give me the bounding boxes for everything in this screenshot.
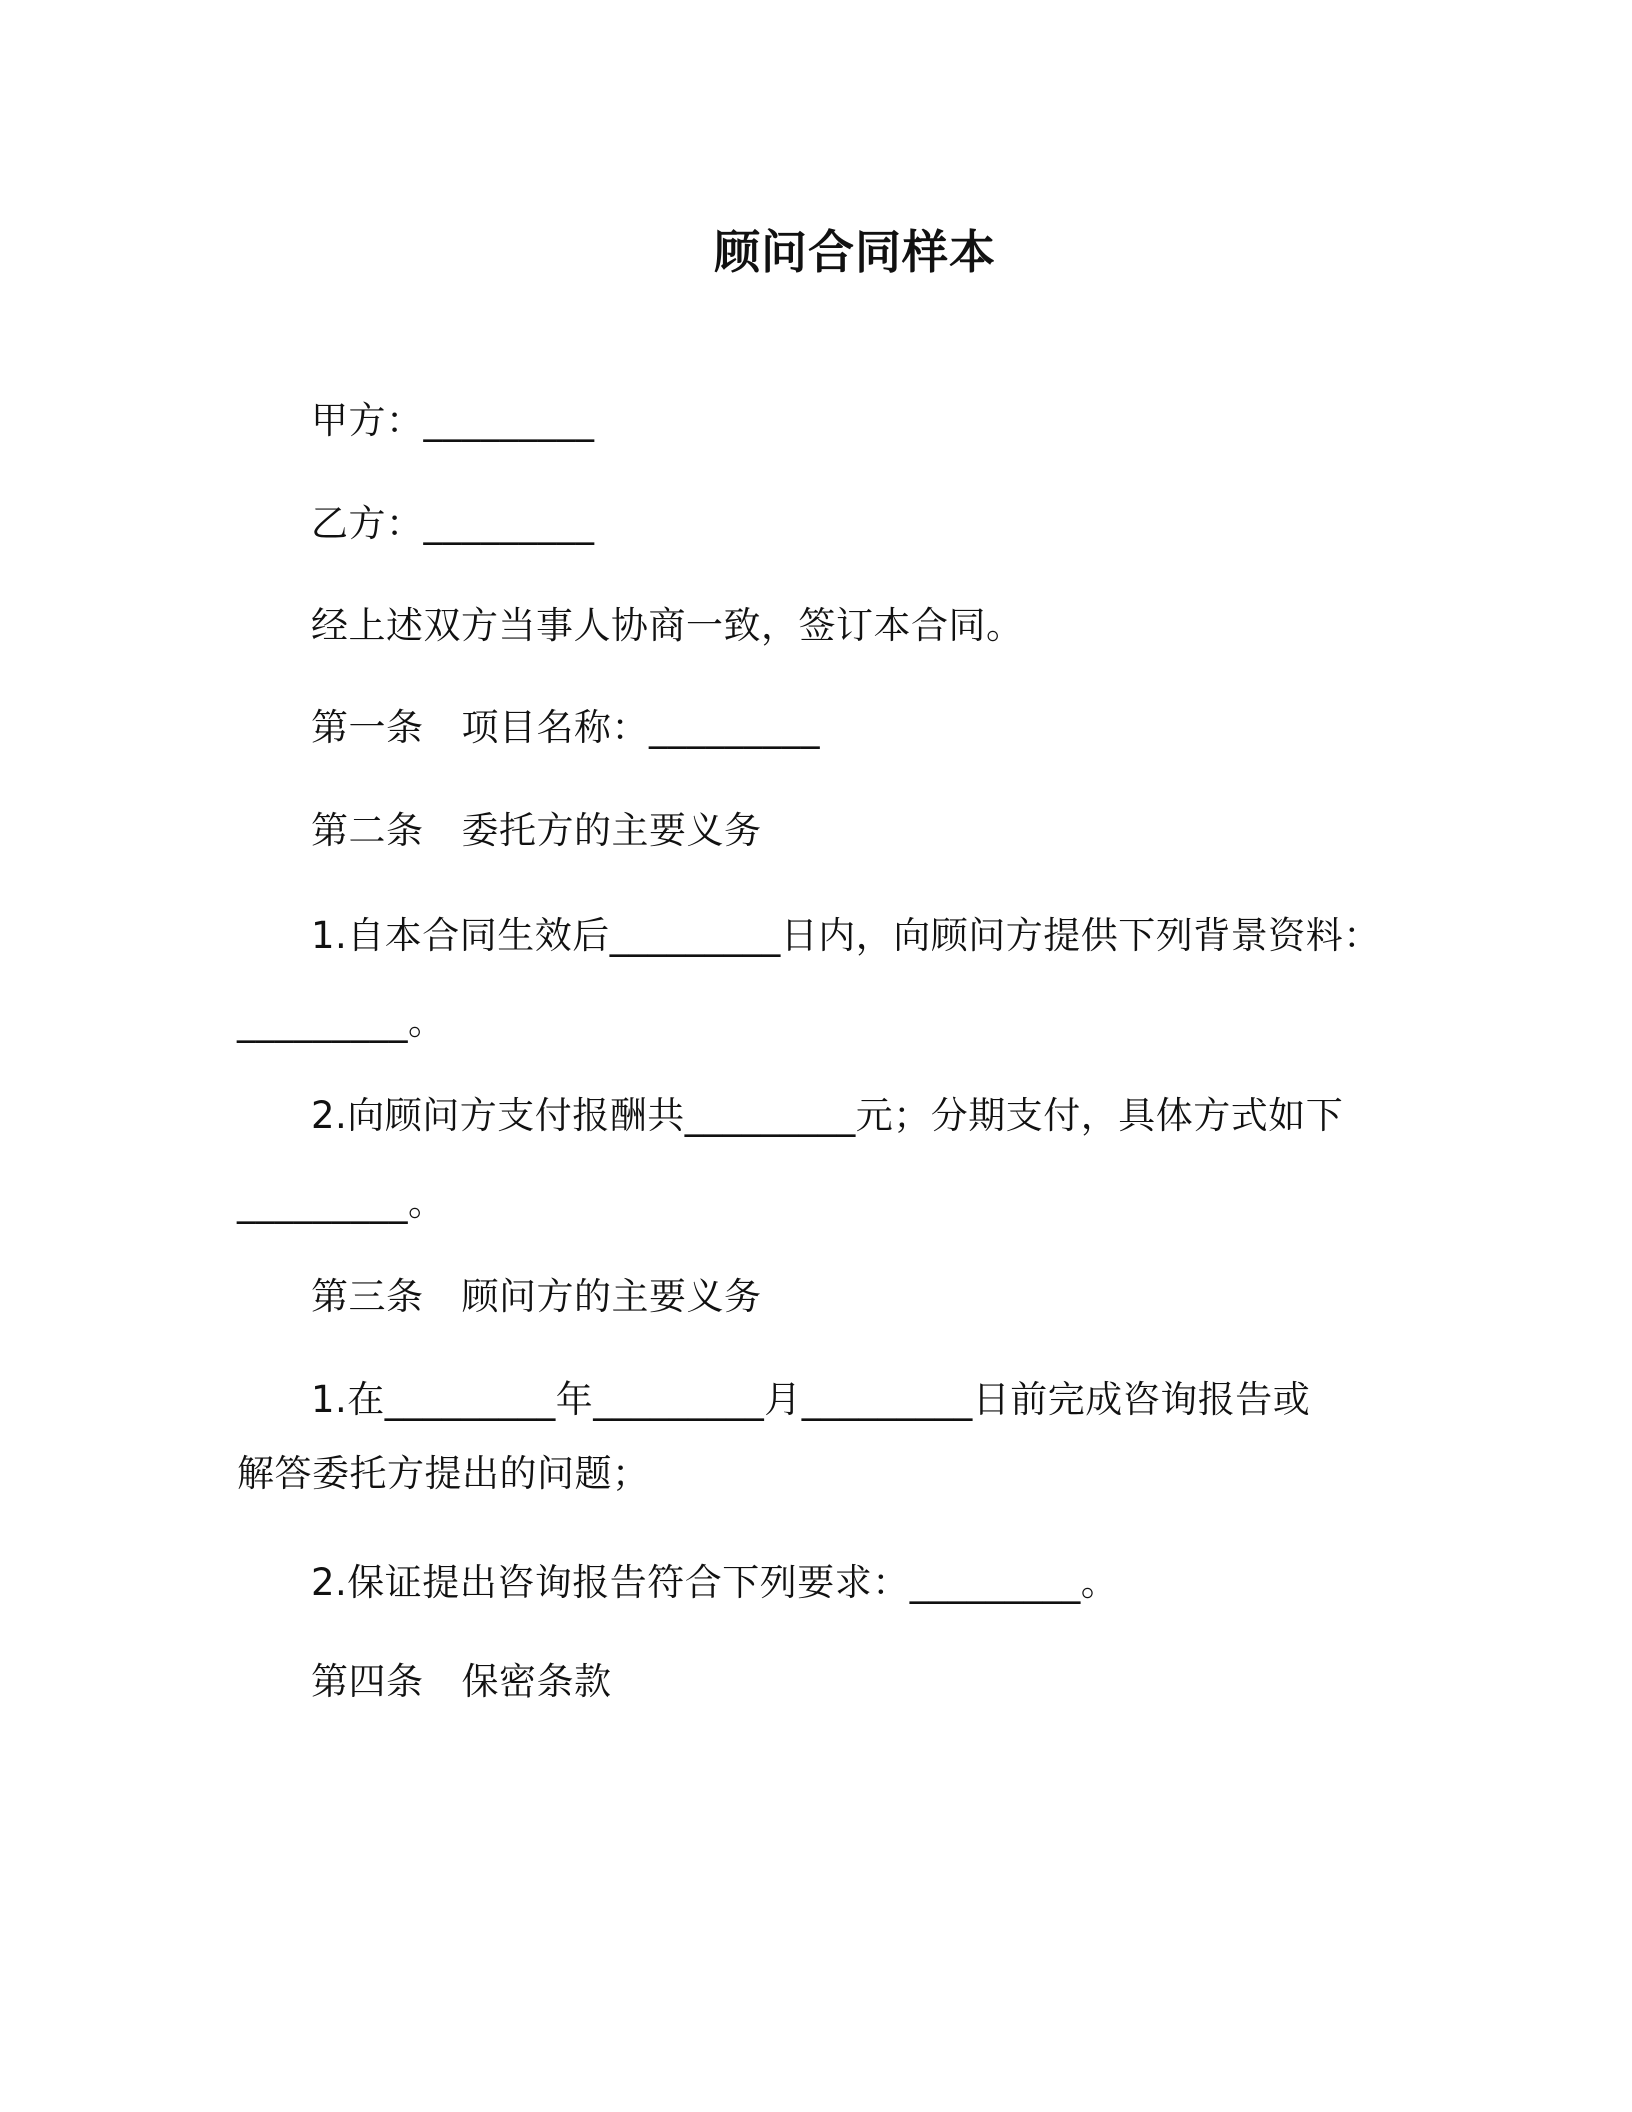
article-3-line xyxy=(311,1272,762,1322)
article-2-item-1-line-1: 1.自本合同生效后_________日内，向顾问方提供下列背景资料： xyxy=(311,914,1381,957)
party-b-line: 乙方：_________ xyxy=(311,502,595,545)
article-1-text: 项目名称：_________ xyxy=(461,706,820,749)
article-3-item-1-line-1: 1.在_________年_________月_________日前完成咨询报告或 xyxy=(311,1378,1311,1421)
article-1-heading: 第一条 xyxy=(311,706,424,749)
article-2-item-2-line-1: 2.向顾问方支付报酬共_________元；分期支付，具体方式如下 xyxy=(311,1094,1344,1137)
article-3-item-2-line-1: 2.保证提出咨询报告符合下列要求：_________。 xyxy=(311,1561,1119,1604)
article-2-item-1-line-2: _________。 xyxy=(237,1000,446,1043)
article-4-line xyxy=(311,1657,612,1707)
preamble-line: 经上述双方当事人协商一致，签订本合同。 xyxy=(311,604,1024,647)
document-title: 顾问合同样本 xyxy=(714,225,996,279)
article-3-text: 顾问方的主要义务 xyxy=(461,1275,762,1318)
article-4-text: 保密条款 xyxy=(461,1660,612,1703)
article-2-item-2-line-2: _________。 xyxy=(237,1181,446,1224)
article-3-item-1-line-2: 解答委托方提出的问题； xyxy=(237,1452,650,1495)
party-a-line: 甲方：_________ xyxy=(311,399,595,442)
article-2-line xyxy=(311,806,762,856)
article-3-heading: 第三条 xyxy=(311,1275,424,1318)
article-4-heading: 第四条 xyxy=(311,1660,424,1703)
article-1-line xyxy=(311,703,820,753)
article-2-heading: 第二条 xyxy=(311,809,424,852)
article-2-text: 委托方的主要义务 xyxy=(461,809,762,852)
